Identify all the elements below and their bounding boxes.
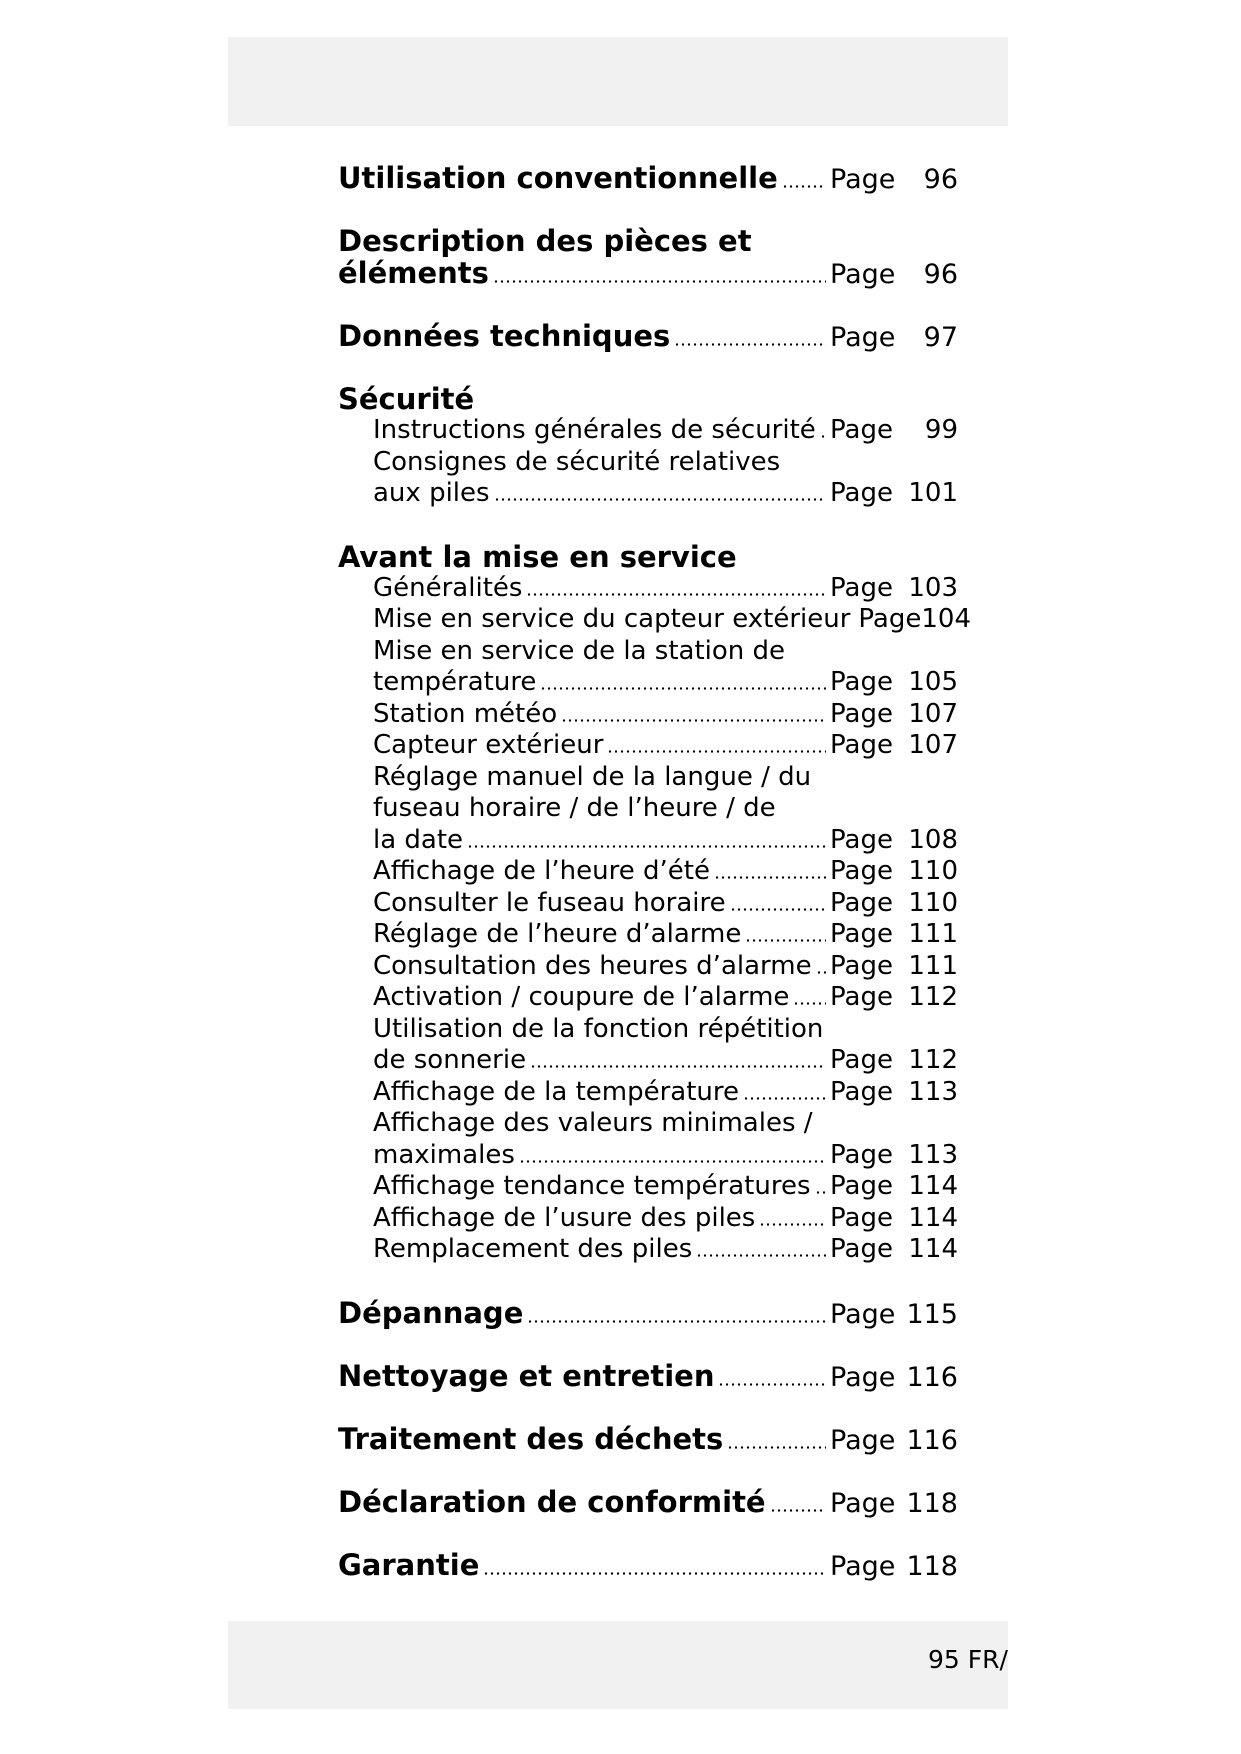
dot-leader	[714, 876, 826, 879]
entry-row	[338, 415, 958, 447]
toc-section	[338, 320, 958, 352]
section-spacer	[338, 510, 958, 541]
dot-leader	[743, 1097, 826, 1100]
dot-leader	[718, 1383, 826, 1386]
entry-row	[338, 1171, 958, 1203]
dot-leader	[607, 750, 826, 753]
page-label: Page	[830, 667, 893, 697]
section-row	[338, 1423, 958, 1455]
entry-row	[338, 1045, 958, 1077]
page-ref	[830, 1171, 958, 1203]
page-label: Page	[830, 730, 893, 760]
entry-title-line: fuseau horaire / de l’heure / de	[373, 793, 776, 823]
entry-row	[338, 604, 971, 636]
page-number: 116	[906, 1424, 958, 1456]
page-number: 96	[923, 259, 958, 290]
page-number: 112	[908, 1045, 958, 1075]
entry-row	[338, 856, 958, 888]
entry-title: maximales	[373, 1139, 515, 1170]
dot-leader	[727, 1446, 826, 1449]
page-ref	[830, 888, 958, 920]
dot-leader	[745, 939, 826, 942]
entry-title: Station météo	[373, 698, 558, 729]
page-number: 96	[923, 164, 958, 195]
page-label: Page	[830, 698, 893, 729]
footer-band	[228, 1621, 1008, 1709]
page-label: Page	[830, 478, 893, 508]
entry-title: Consulter le fuseau horaire	[373, 887, 726, 918]
page-ref	[830, 1425, 958, 1457]
page-ref	[830, 1045, 958, 1077]
page-number: 97	[923, 322, 958, 353]
dot-leader	[561, 719, 826, 722]
section-spacer	[338, 1518, 958, 1549]
entry-row	[338, 951, 958, 983]
page-ref	[830, 825, 958, 857]
dot-leader	[540, 687, 826, 690]
entry-title-line: Mise en service de la station de	[373, 635, 786, 666]
toc-section	[338, 225, 958, 289]
entry-title: température	[373, 667, 537, 697]
page-number: 114	[908, 1234, 958, 1264]
toc-section	[338, 1486, 958, 1518]
page-number: 95 FR/	[928, 1645, 1008, 1674]
entry-title: Remplacement des piles	[373, 1234, 693, 1264]
table-of-contents	[338, 161, 971, 1582]
toc-section	[338, 1297, 958, 1329]
page-label: Page	[830, 824, 893, 855]
entry-title: Affichage de l’usure des piles	[373, 1202, 756, 1233]
section-spacer	[338, 194, 958, 225]
page-label: Page	[830, 322, 896, 353]
section-row	[338, 162, 958, 194]
section-title: Avant la mise en service	[338, 539, 737, 574]
page-ref	[830, 1362, 958, 1394]
entry-title: Activation / coupure de l’alarme	[373, 982, 790, 1012]
page-number: 110	[908, 887, 958, 918]
entry-title: Affichage tendance températures	[373, 1171, 811, 1201]
dot-leader	[493, 280, 826, 283]
toc-section	[338, 1423, 958, 1455]
section-spacer	[338, 352, 958, 383]
page-label: Page	[830, 1139, 893, 1170]
dot-leader	[526, 593, 826, 596]
page-ref	[830, 259, 958, 291]
page-number: 118	[906, 1487, 958, 1519]
entry-title: Généralités	[373, 572, 523, 603]
entry-title-line: Réglage manuel de la langue / du	[373, 761, 812, 792]
section-row	[338, 1297, 958, 1329]
entry-title-line: Affichage des valeurs minimales /	[373, 1108, 813, 1138]
page-number: 115	[906, 1298, 958, 1330]
page-number: 107	[908, 730, 958, 760]
dot-leader	[793, 1002, 826, 1005]
dot-leader	[467, 845, 826, 848]
entry-title: Mise en service du capteur extérieur	[373, 604, 851, 634]
page-label: Page	[830, 1487, 896, 1519]
page-label: Page	[830, 1045, 893, 1075]
dot-leader	[782, 185, 826, 188]
dot-leader	[527, 1320, 826, 1323]
page-ref	[830, 415, 958, 447]
dot-leader	[730, 908, 826, 911]
dot-leader	[696, 1254, 826, 1257]
page-ref	[830, 1077, 958, 1109]
page-label: Page	[858, 604, 922, 634]
entry-row	[338, 730, 958, 762]
page-label: Page	[830, 887, 893, 918]
section-title: Sécurité	[338, 382, 475, 416]
page-label: Page	[830, 1361, 896, 1393]
entry-row	[338, 919, 958, 951]
entry-title: Réglage de l’heure d’alarme	[373, 919, 742, 949]
page-number: 112	[908, 982, 958, 1012]
header-band	[228, 37, 1008, 126]
page-number: 107	[908, 698, 958, 729]
section-spacer	[338, 1329, 958, 1360]
page-number: 105	[908, 667, 958, 697]
entry-title-line: Utilisation de la fonction répétition	[373, 1013, 824, 1044]
dot-leader	[816, 971, 826, 974]
dot-leader	[494, 498, 826, 501]
entry-row	[338, 1234, 958, 1266]
page-number: 113	[908, 1076, 958, 1107]
section-title: Utilisation conventionnelle	[338, 161, 778, 195]
page-number: 113	[908, 1139, 958, 1170]
entry-row	[338, 573, 958, 605]
page-number: 116	[906, 1361, 958, 1393]
entry-title: Affichage de la température	[373, 1076, 740, 1107]
page-label: Page	[830, 950, 893, 981]
dot-leader	[519, 1160, 826, 1163]
page-ref	[830, 478, 958, 510]
entry-row	[338, 699, 958, 731]
entry-row	[338, 888, 958, 920]
page-number: 114	[908, 1171, 958, 1201]
page-label: Page	[830, 1298, 896, 1330]
dot-leader	[770, 1509, 826, 1512]
page-number: 104	[921, 604, 971, 634]
page-ref	[830, 1488, 958, 1520]
section-title: Nettoyage et entretien	[338, 1358, 715, 1393]
page-ref	[830, 1551, 958, 1583]
entry-row	[338, 1077, 958, 1109]
entry-row	[338, 825, 958, 857]
page-label: Page	[830, 1424, 896, 1456]
page-ref	[830, 573, 958, 605]
page-label: Page	[830, 856, 893, 886]
page-label: Page	[830, 1202, 893, 1233]
page-number: 111	[908, 950, 958, 981]
section-title-line: Description des pièces et	[338, 224, 752, 258]
page-label: Page	[830, 1234, 893, 1264]
page-label: Page	[830, 919, 893, 949]
toc-section	[338, 162, 958, 194]
page-number: 110	[908, 856, 958, 886]
section-title: Traitement des déchets	[338, 1421, 724, 1456]
section-row	[338, 1360, 958, 1392]
page-label: Page	[830, 1550, 896, 1582]
page-ref	[830, 856, 958, 888]
page-ref	[830, 730, 958, 762]
section-title: Données techniques	[338, 319, 671, 353]
page-label: Page	[830, 982, 893, 1012]
page-number: 111	[908, 919, 958, 949]
page-number: 114	[908, 1202, 958, 1233]
entry-row	[338, 1140, 958, 1172]
section-spacer	[338, 1455, 958, 1486]
page-ref	[830, 1140, 958, 1172]
page-label: Page	[830, 1076, 893, 1107]
page-label: Page	[830, 259, 896, 290]
page-ref	[830, 164, 958, 196]
section-spacer	[338, 1266, 958, 1297]
dot-leader	[483, 1572, 826, 1575]
toc-section	[338, 1549, 958, 1581]
section-row	[338, 320, 958, 352]
section-title: éléments	[338, 256, 489, 290]
dot-leader	[759, 1223, 826, 1226]
page-number: 118	[906, 1550, 958, 1582]
page-ref	[830, 1299, 958, 1331]
page-ref	[830, 667, 958, 699]
dot-leader	[815, 1191, 826, 1194]
section-title: Déclaration de conformité	[338, 1484, 766, 1519]
page-ref	[830, 951, 958, 983]
section-spacer	[338, 1392, 958, 1423]
entry-title: aux piles	[373, 478, 490, 508]
toc-section	[338, 539, 971, 1266]
entry-row	[338, 478, 958, 510]
page-ref	[830, 982, 958, 1014]
page-label: Page	[830, 1171, 893, 1201]
entry-row	[338, 667, 958, 699]
page-number: 103	[908, 572, 958, 603]
page-number: 99	[924, 415, 958, 445]
dot-leader	[674, 343, 826, 346]
page-ref	[830, 1234, 958, 1266]
section-row	[338, 1486, 958, 1518]
section-title: Dépannage	[338, 1295, 524, 1330]
dot-leader	[530, 1065, 826, 1068]
section-spacer	[338, 289, 958, 320]
section-row	[338, 1549, 958, 1581]
entry-row	[338, 1203, 958, 1235]
entry-title: Capteur extérieur	[373, 730, 604, 760]
page-ref	[830, 1203, 958, 1235]
page-ref	[830, 699, 958, 731]
entry-title: Consultation des heures d’alarme	[373, 950, 812, 981]
section-row	[338, 257, 958, 289]
entry-row	[338, 982, 958, 1014]
toc-section	[338, 383, 958, 510]
page-label: Page	[830, 415, 893, 445]
entry-title: de sonnerie	[373, 1045, 527, 1075]
page-ref	[830, 919, 958, 951]
section-title: Garantie	[338, 1547, 480, 1582]
toc-section	[338, 1360, 958, 1392]
page-ref	[858, 604, 971, 636]
page-label: Page	[830, 164, 896, 195]
entry-title: Instructions générales de sécurité	[373, 415, 816, 445]
entry-title: la date	[373, 824, 464, 855]
page-ref	[830, 322, 958, 354]
dot-leader	[820, 435, 826, 438]
entry-title-line: Consignes de sécurité relatives	[373, 446, 781, 477]
entry-title: Affichage de l’heure d’été	[373, 856, 710, 886]
page-number: 101	[908, 478, 958, 508]
page-number: 108	[908, 824, 958, 855]
page-label: Page	[830, 572, 893, 603]
